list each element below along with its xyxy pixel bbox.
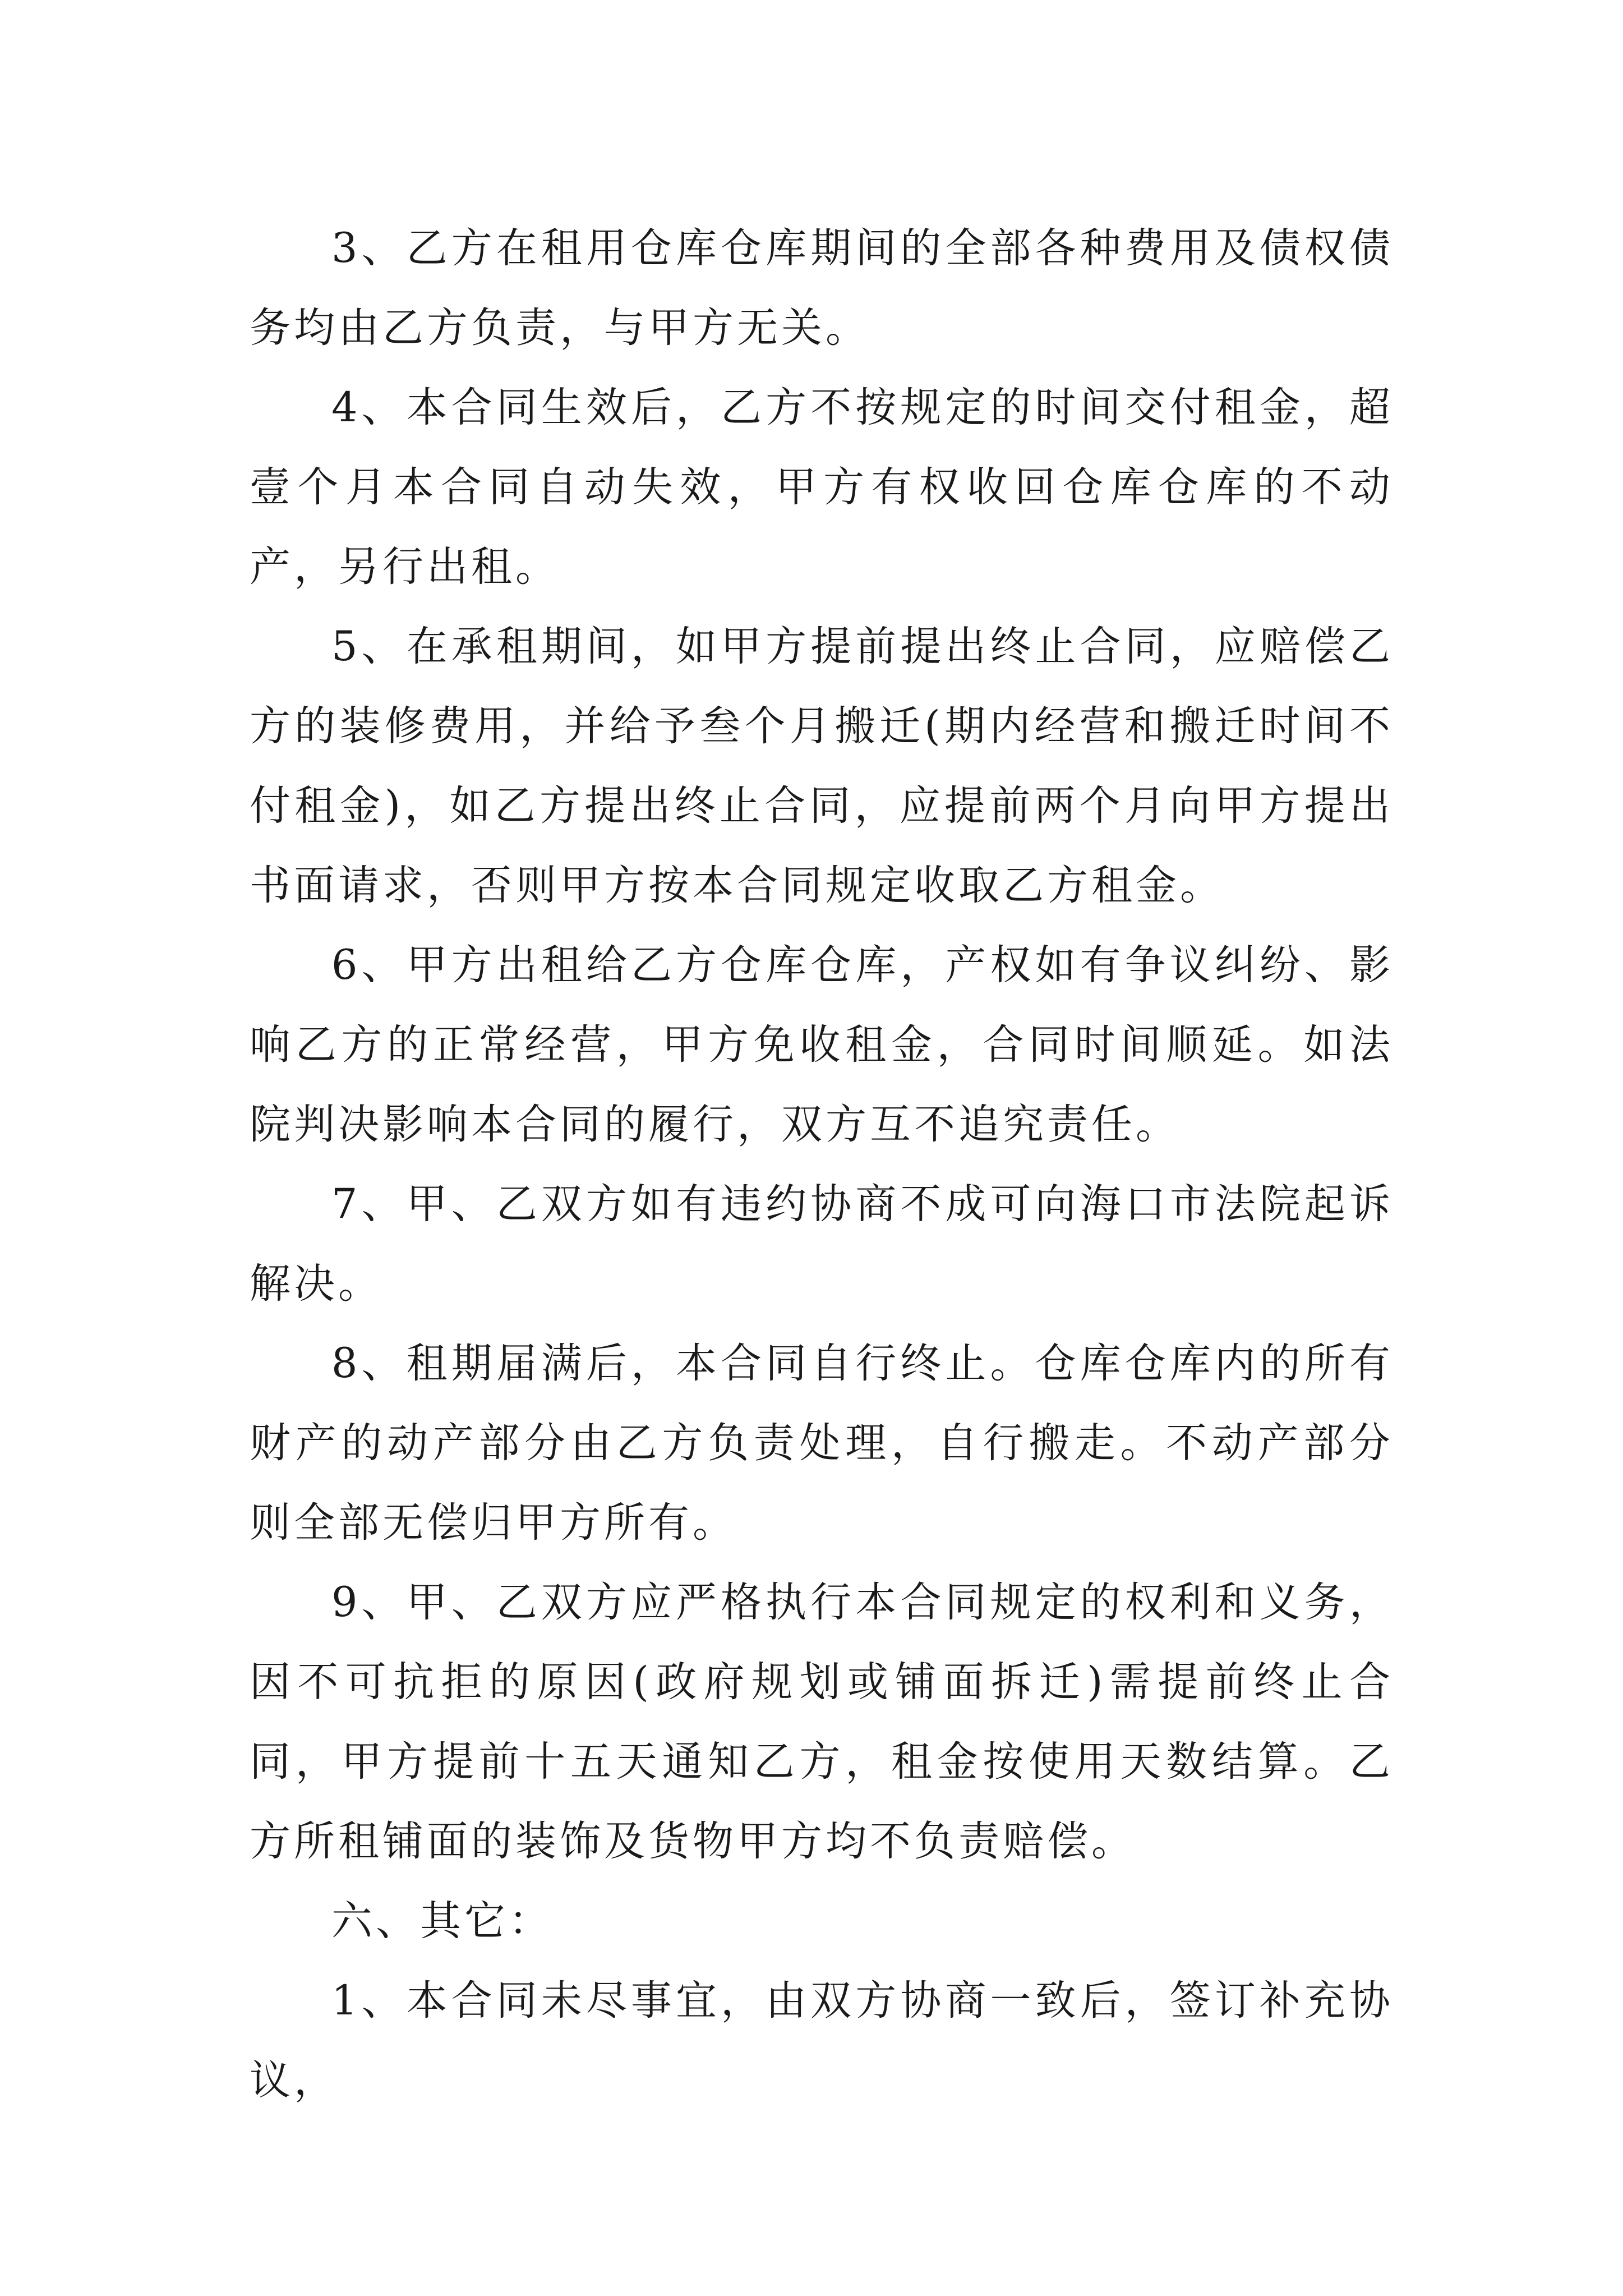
clause-9: 9、甲、乙双方应严格执行本合同规定的权利和义务，因不可抗拒的原因(政府规划或铺面拆迁)需提前终止合同，甲方提前十五天通知乙方，租金按使用天数结算。乙方所租铺面的装饰及货物甲方均不负责赔偿。	[250, 1579, 1394, 1865]
clause-6: 6、甲方出租给乙方仓库仓库，产权如有争议纠纷、影响乙方的正常经营，甲方免收租金，合同时间顺延。如法院判决影响本合同的履行，双方互不追究责任。	[250, 941, 1394, 1148]
clause-7: 7、甲、乙双方如有违约协商不成可向海口市法院起诉解决。	[250, 1180, 1394, 1308]
other-clause-1: 1、本合同未尽事宜，由双方协商一致后，签订补充协议，	[250, 1977, 1394, 2104]
document-body	[250, 209, 1394, 2120]
clause-3: 3、乙方在租用仓库仓库期间的全部各种费用及债权债务均由乙方负责，与甲方无关。	[250, 224, 1394, 352]
clause-5: 5、在承租期间，如甲方提前提出终止合同，应赔偿乙方的装修费用，并给予叁个月搬迁(期内经营和搬迁时间不付租金)，如乙方提出终止合同，应提前两个月向甲方提出书面请求，否则甲方按本合同规定收取乙方租金。	[250, 623, 1394, 909]
clause-4: 4、本合同生效后，乙方不按规定的时间交付租金，超壹个月本合同自动失效，甲方有权收回仓库仓库的不动产，另行出租。	[250, 384, 1394, 591]
section-heading-other: 六、其它：	[331, 1897, 553, 1945]
clause-8: 8、租期届满后，本合同自行终止。仓库仓库内的所有财产的动产部分由乙方负责处理，自行搬走。不动产部分则全部无偿归甲方所有。	[250, 1340, 1394, 1547]
